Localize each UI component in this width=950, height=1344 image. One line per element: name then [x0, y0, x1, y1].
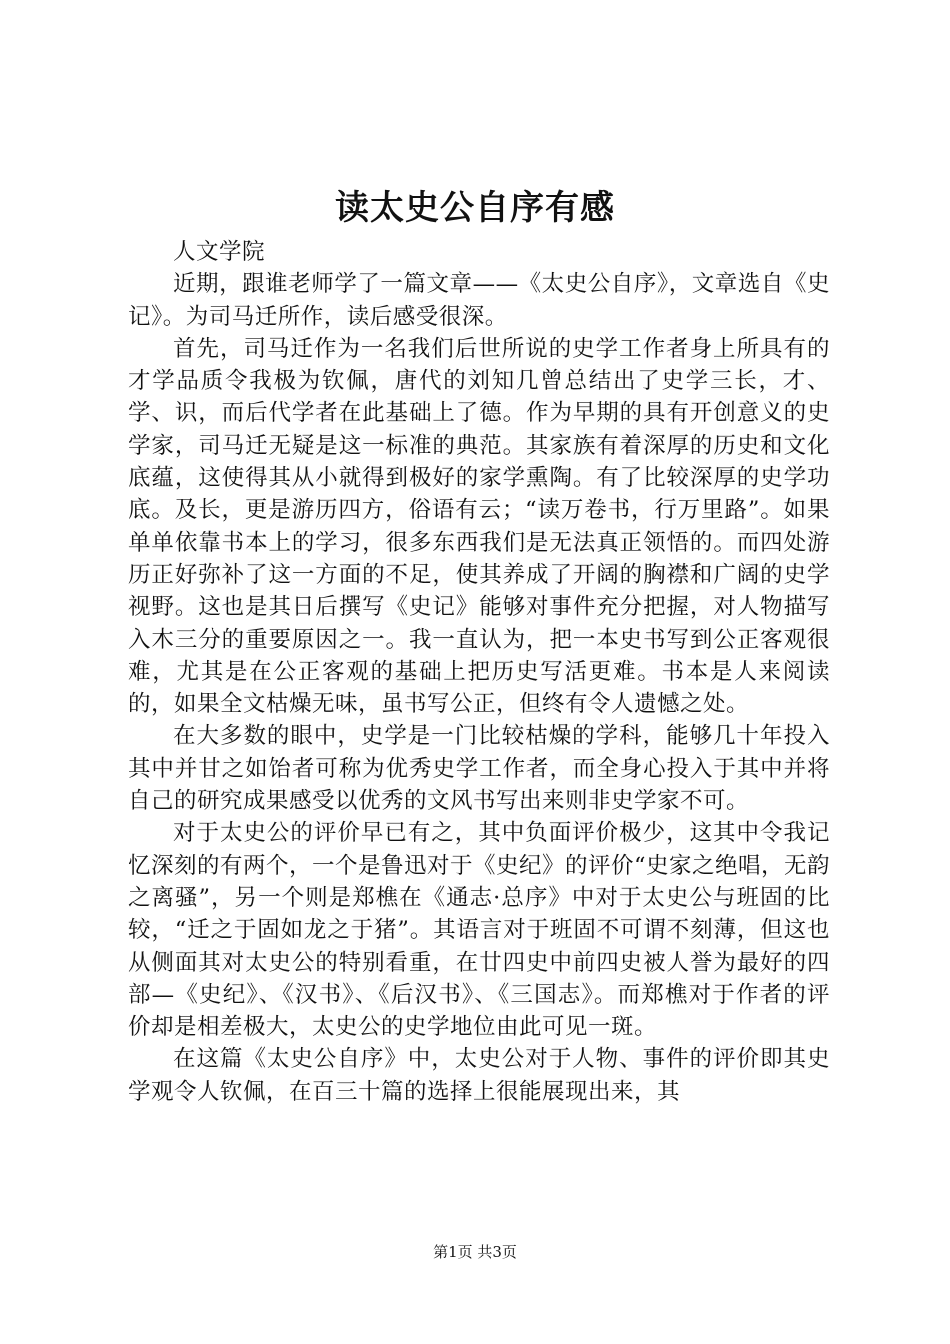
paragraph: 对于太史公的评价早已有之，其中负面评价极少，这其中令我记忆深刻的有两个，一个是鲁迅对于《史纪》的评价“史家之绝唱，无韵之离骚”，另一个则是郑樵在《通志·总序》中对于太史公与班固的比较，“迁之于固如龙之于猪”。其语言对于班固不可谓不刻薄，但这也从侧面其对太史公的特别看重，在廿四史中前四史被人誉为最好的四部—《史纪》、《汉书》、《后汉书》、《三国志》。而郑樵对于作者的评价却是相差极大，太史公的史学地位由此可见一斑。 [128, 820, 831, 1041]
document-body [128, 236, 830, 1108]
paragraph: 近期，跟谁老师学了一篇文章——《太史公自序》，文章选自《史记》。为司马迁所作，读后感受很深。 [128, 271, 830, 330]
paragraph: 首先，司马迁作为一名我们后世所说的史学工作者身上所具有的才学品质令我极为钦佩，唐代的刘知几曾总结出了史学三长，才、学、识，而后代学者在此基础上了德。作为早期的具有开创意义的史学家，司马迁无疑是这一标准的典范。其家族有着深厚的历史和文化底蕴，这使得其从小就得到极好的家学熏陶。有了比较深厚的史学功底。及长，更是游历四方，俗语有云；“读万卷书，行万里路”。如果单单依靠书本上的学习，很多东西我们是无法真正领悟的。而四处游历正好弥补了这一方面的不足，使其养成了开阔的胸襟和广阔的史学视野。这也是其日后撰写《史记》能够对事件充分把握，对人物描写入木三分的重要原因之一。我一直认为，把一本史书写到公正客观很难，尤其是在公正客观的基础上把历史写活更难。书本是人来阅读的，如果全文枯燥无味，虽书写公正，但终有令人遗憾之处。 [128, 335, 830, 718]
document-title: 读太史公自序有感 [335, 188, 615, 228]
author-line: 人文学院 [173, 239, 266, 265]
paragraph: 在这篇《太史公自序》中，太史公对于人物、事件的评价即其史学观令人钦佩，在百三十篇的选择上很能展现出来，其 [128, 1046, 830, 1105]
page-footer: 第1页 共3页 [433, 1243, 517, 1261]
paragraph: 在大多数的眼中，史学是一门比较枯燥的学科，能够几十年投入其中并甘之如饴者可称为优秀史学工作者，而全身心投入于其中并将自己的研究成果感受以优秀的文风书写出来则非史学家不可。 [128, 723, 830, 815]
